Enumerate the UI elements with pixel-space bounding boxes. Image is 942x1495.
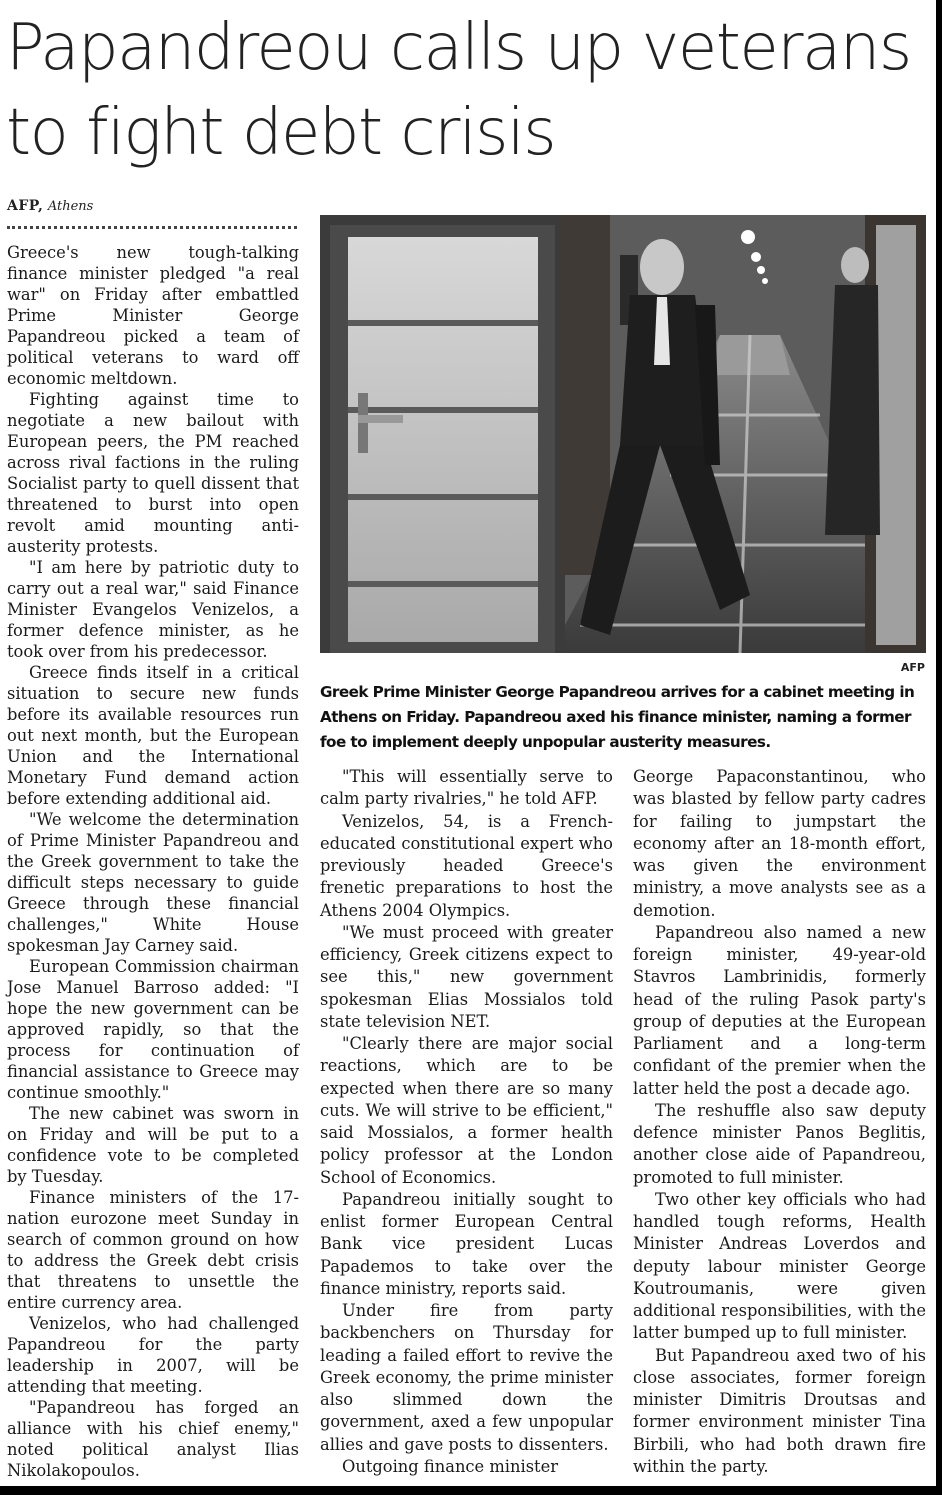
paragraph: George Papaconstantinou, who was blasted by fellow party cadres for failing to jumpstart the economy after an 18-month effort, was given the environment ministry, a move analysts see as a demotion. [633, 767, 926, 920]
paragraph: "This will essentially serve to calm party rivalries," he told AFP. [320, 767, 613, 809]
headline: Papandreou calls up veterans to fight debt crisis [6, 11, 911, 170]
page-border-right [936, 0, 942, 1495]
paragraph: European Commission chairman Jose Manuel Barroso added: "I hope the new government can be approved rapidly, so that the process for continuation of financial assistance to Greece may continue smoothly." [7, 957, 299, 1102]
byline-city: Athens [47, 199, 94, 214]
paragraph: Fighting against time to negotiate a new bailout with European peers, the PM reached across rival factions in the ruling Socialist party to quell dissent that threatened to burst into open revolt amid mounting anti-austerity protests. [7, 390, 299, 556]
article-column-1 [7, 242, 299, 1481]
photo-credit: AFP [900, 661, 925, 674]
photo-caption: Greek Prime Minister George Papandreou arrives for a cabinet meeting in Athens on Friday. Papandreou axed his finance minister, naming a former foe to implement deeply unpopular austerity measures. [320, 683, 915, 751]
paragraph: Venizelos, 54, is a French-educated constitutional expert who previously headed Greece's frenetic preparations to host the Athens 2004 Olympics. [320, 811, 613, 920]
paragraph: "Papandreou has forged an alliance with his chief enemy," noted political analyst Ilias Nikolakopoulos. [7, 1398, 299, 1480]
paragraph: Venizelos, who had challenged Papandreou for the party leadership in 2007, will be attending that meeting. [7, 1314, 299, 1396]
paragraph: Greece finds itself in a critical situation to secure new funds before its available resources run out next month, but the European Union and the International Monetary Fund demand action before extending additional aid. [7, 663, 299, 808]
paragraph: "We welcome the determination of Prime Minister Papandreou and the Greek government to take the difficult steps necessary to guide Greece through these financial challenges," White House spokesman Jay Carney said. [7, 810, 299, 955]
article-column-2 [320, 766, 613, 1478]
paragraph: "Clearly there are major social reactions, which are to be expected when there are so many cuts. We will strive to be efficient," said Mossialos, a former health policy professor at the London School of Economics. [320, 1034, 613, 1187]
paragraph: "We must proceed with greater efficiency, Greek citizens expect to see this," new government spokesman Elias Mossialos told state television NET. [320, 922, 613, 1031]
paragraph: Two other key officials who had handled tough reforms, Health Minister Andreas Loverdos and deputy labour minister George Koutroumanis, were given additional responsibilities, with the latter bumped up to full minister. [633, 1189, 926, 1343]
byline [7, 198, 93, 214]
paragraph: The new cabinet was sworn in on Friday and will be put to a confidence vote to be completed by Tuesday. [7, 1104, 299, 1186]
paragraph: Papandreou initially sought to enlist former European Central Bank vice president Lucas Papademos to take over the finance ministry, reports said. [320, 1189, 613, 1298]
paragraph: Papandreou also named a new foreign minister, 49-year-old Stavros Lambrinidis, formerly head of the ruling Pasok party's group of deputies at the European Parliament and a long-term confidant of the premier when the latter held the post a decade ago. [633, 922, 926, 1098]
byline-agency: AFP, [7, 198, 44, 214]
paragraph: The reshuffle also saw deputy defence minister Panos Beglitis, another close aide of Papandreou, promoted to full minister. [633, 1100, 926, 1187]
paragraph: Greece's new tough-talking finance minister pledged "a real war" on Friday after embattled Prime Minister George Papandreou picked a team of political veterans to ward off economic meltdown. [7, 243, 299, 388]
paragraph: Outgoing finance minister [342, 1456, 559, 1476]
paragraph: Under fire from party backbenchers on Thursday for leading a failed effort to revive the Greek economy, the prime minister also slimmed down the government, axed a few unpopular allies and gave posts to dissenters. [320, 1301, 613, 1454]
paragraph: But Papandreou axed two of his close associates, former foreign minister Dimitris Droutsas and former environment minister Tina Birbili, who had both drawn fire within the party. [633, 1345, 926, 1476]
page-border-bottom [0, 1486, 942, 1495]
article-column-3 [633, 766, 926, 1478]
byline-divider [7, 226, 297, 229]
paragraph: "I am here by patriotic duty to carry out a real war," said Finance Minister Evangelos Venizelos, a former defence minister, as he took over from his predecessor. [7, 558, 299, 661]
news-photo [320, 215, 926, 653]
paragraph: Finance ministers of the 17-nation eurozone meet Sunday in search of common ground on how to address the Greek debt crisis that threatens to unsettle the entire currency area. [7, 1188, 299, 1312]
